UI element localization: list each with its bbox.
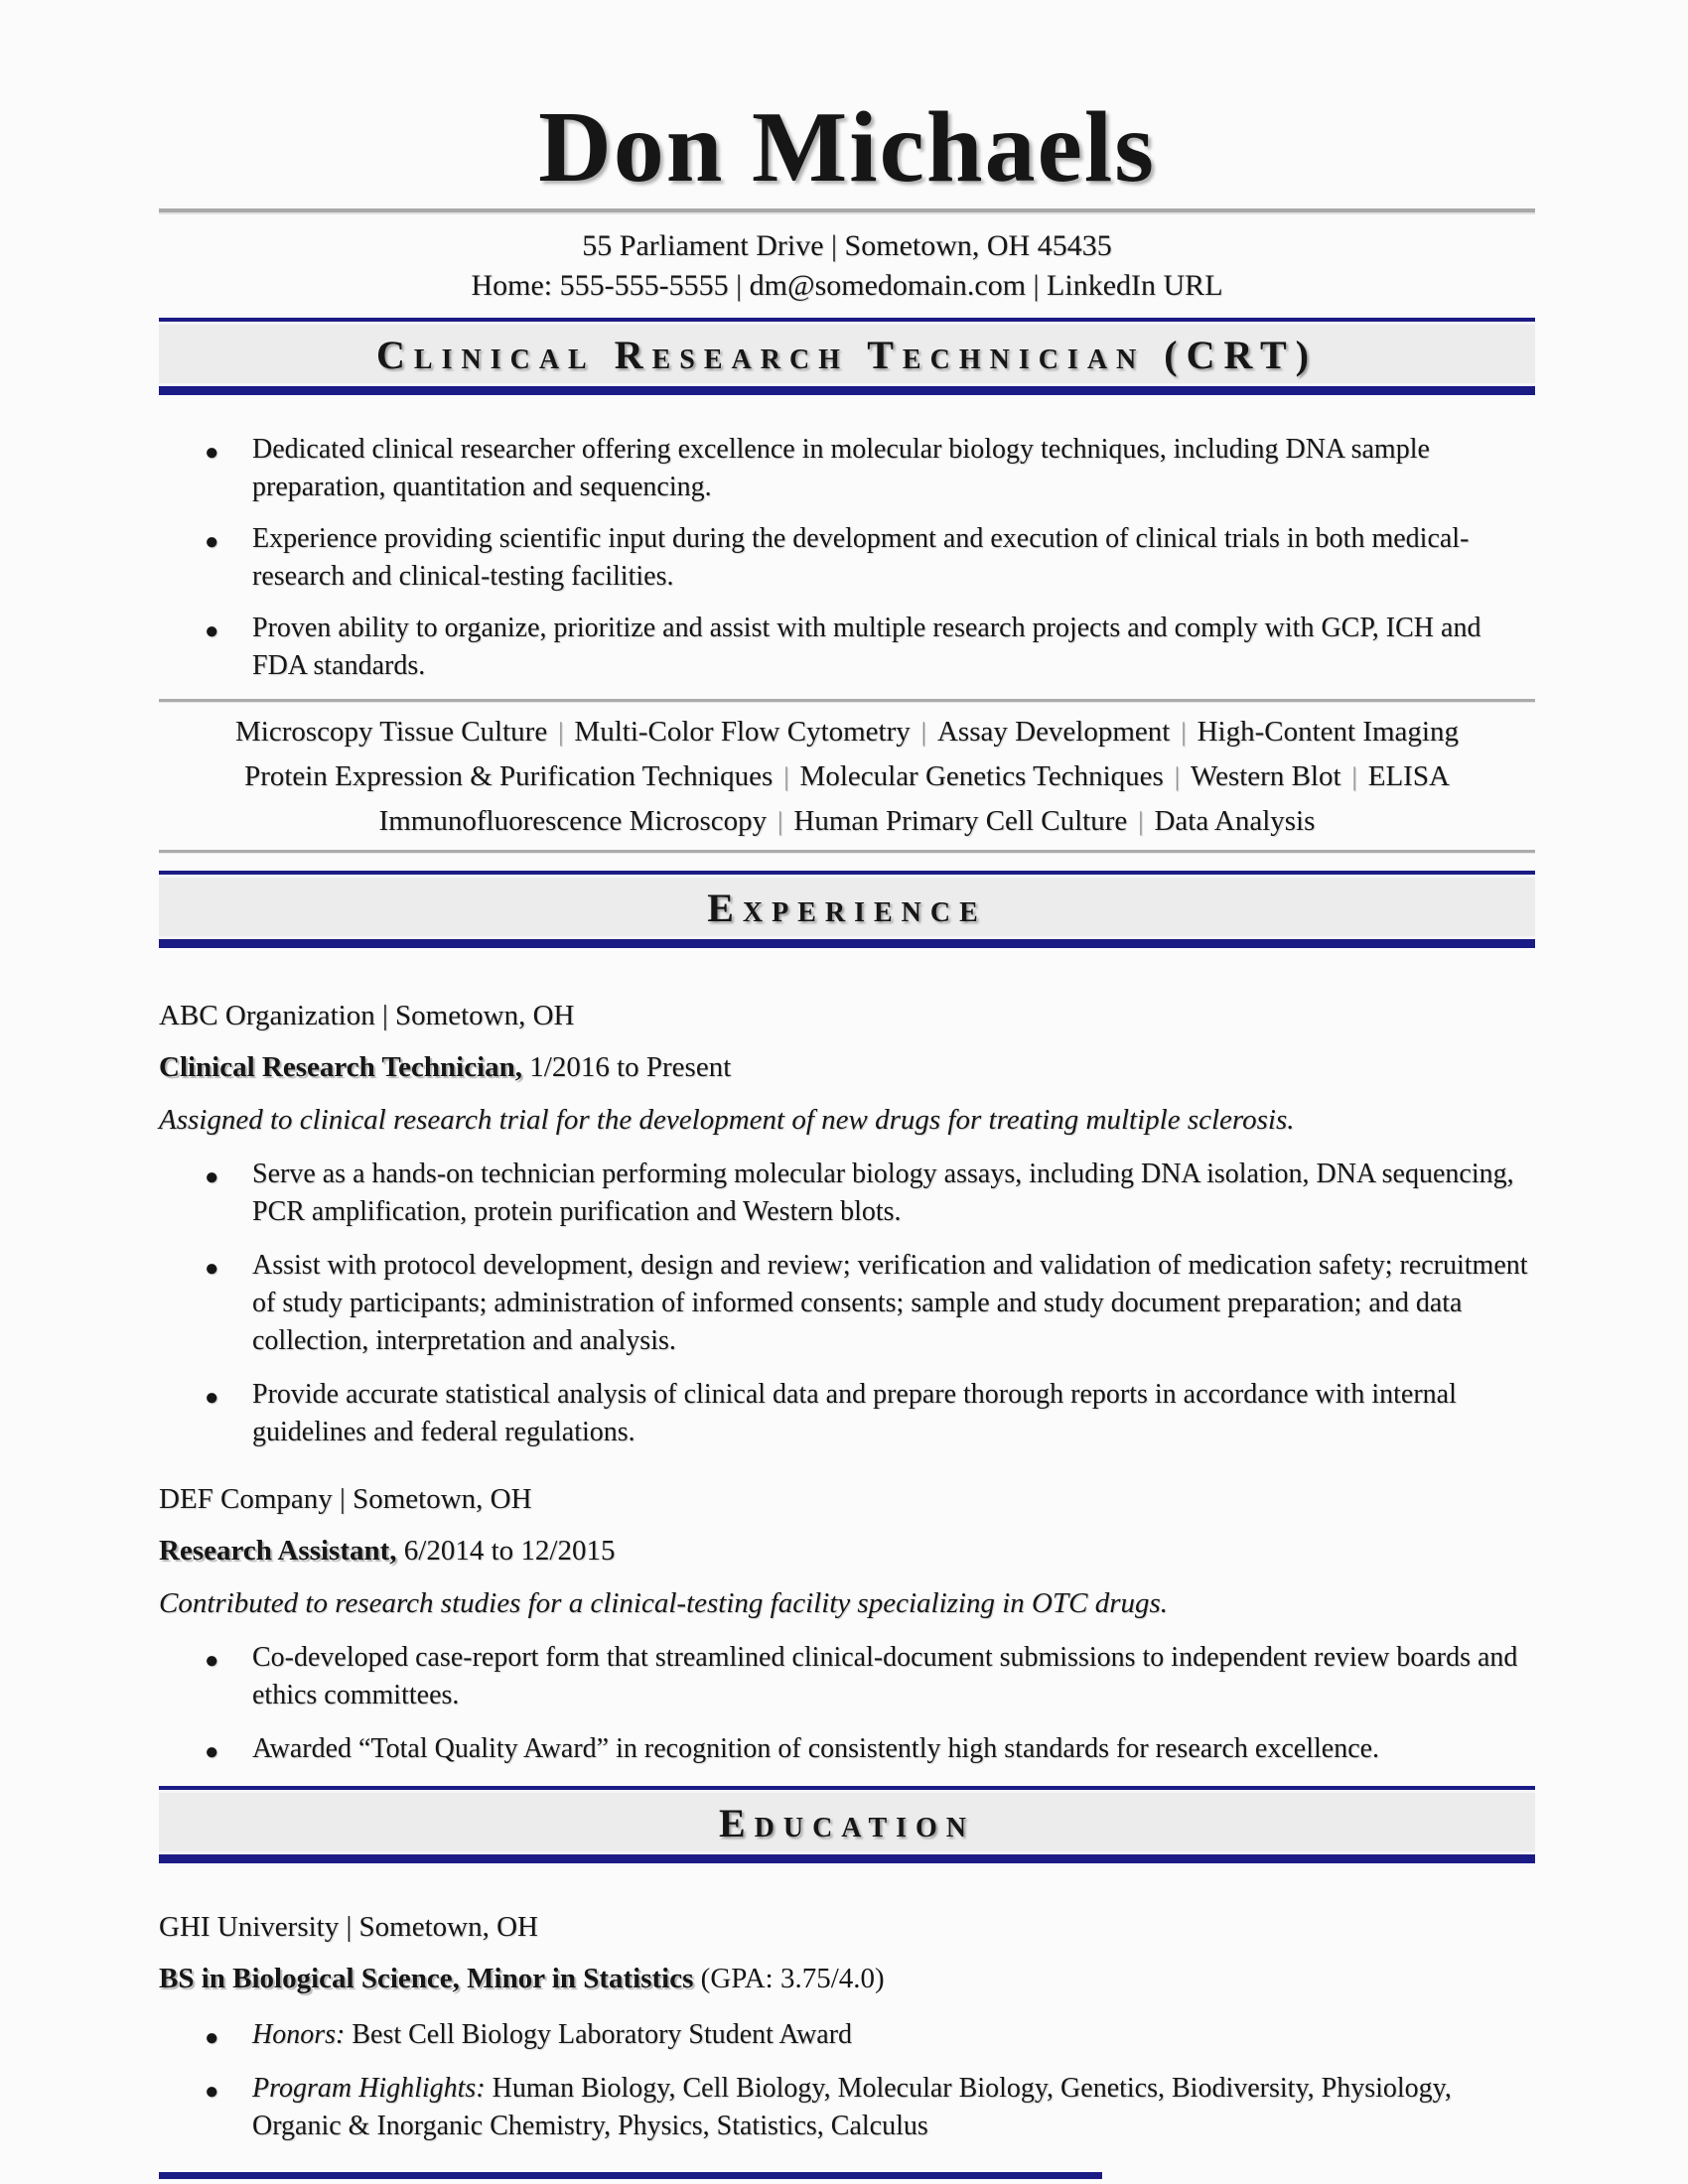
skills-row bbox=[159, 754, 1535, 799]
job-dates: 1/2016 to Present bbox=[529, 1051, 732, 1084]
job-title-line bbox=[159, 1047, 1535, 1087]
job-bullet: ● Serve as a hands-on technician performing molecular biology assays, including DNA isolation, DNA sequencing, PCR amplification, protein purification and Western blots. bbox=[159, 1156, 1535, 1231]
job-bullet: ● Assist with protocol development, design and review; verification and validation of medication safety; recruitment of study participants; administration of informed consents; sample and study document preparation; and data collection, interpretation and analysis. bbox=[159, 1247, 1535, 1360]
education-banner-label: Education bbox=[718, 1801, 976, 1846]
job-bullet: ● Provide accurate statistical analysis of clinical data and prepare thorough reports in accordance with internal guidelines and federal regulations. bbox=[159, 1376, 1535, 1451]
skills-separator: | bbox=[920, 718, 926, 748]
education-bullet-list bbox=[159, 2016, 1535, 2145]
skill-item: Western Blot bbox=[1191, 760, 1341, 793]
title-banner-label: Clinical Research Technician (CRT) bbox=[376, 333, 1318, 378]
skill-item: Multi-Color Flow Cytometry bbox=[574, 716, 911, 749]
job-bullet: ● Co-developed case-report form that streamlined clinical-document submissions to independent review boards and ethics committees. bbox=[159, 1639, 1535, 1714]
skill-item: Data Analysis bbox=[1154, 805, 1316, 838]
education-bullet bbox=[159, 2016, 1535, 2054]
job-title-line bbox=[159, 1531, 1535, 1570]
education-banner bbox=[159, 1786, 1535, 1863]
education-bullet-text: Best Cell Biology Laboratory Student Award bbox=[352, 2019, 853, 2051]
skills-row bbox=[159, 799, 1535, 844]
education-bullet-label: Program Highlights: bbox=[252, 2073, 486, 2105]
skills-separator: | bbox=[783, 762, 789, 792]
job-title: Clinical Research Technician, bbox=[159, 1051, 523, 1084]
job-bullet-list bbox=[159, 1639, 1535, 1768]
skill-item: Human Primary Cell Culture bbox=[793, 805, 1128, 838]
skill-item: Protein Expression & Purification Techniques bbox=[244, 760, 774, 793]
job-dates: 6/2014 to 12/2015 bbox=[403, 1535, 616, 1568]
resume-document bbox=[159, 0, 1535, 2161]
degree-line bbox=[159, 1959, 1535, 1998]
degree-title: BS in Biological Science, Minor in Statistics bbox=[159, 1963, 694, 1995]
summary-bullet: ● Proven ability to organize, prioritize and assist with multiple research projects and comply with GCP, ICH and FDA standards. bbox=[159, 610, 1535, 685]
company-location: DEF Company | Sometown, OH bbox=[159, 1483, 532, 1516]
skills-separator: | bbox=[777, 807, 783, 837]
job-block bbox=[159, 996, 1535, 1451]
education-block bbox=[159, 1907, 1535, 2145]
skill-item: High-Content Imaging bbox=[1196, 716, 1459, 749]
summary-bullet: ● Experience providing scientific input during the development and execution of clinical trials in both medical-research and clinical-testing facilities. bbox=[159, 520, 1535, 596]
skill-item: Immunofluorescence Microscopy bbox=[378, 805, 768, 838]
name-underline-rule bbox=[159, 208, 1535, 212]
education-bullet-text: Human Biology, Cell Biology, Molecular Biology, Genetics, Biodiversity, Physiology, Organic & Inorganic Chemistry, Physics, Statistics, Calculus bbox=[252, 2073, 1452, 2142]
skills-row bbox=[159, 710, 1535, 754]
degree-gpa: (GPA: 3.75/4.0) bbox=[700, 1963, 885, 1995]
school-location: GHI University | Sometown, OH bbox=[159, 1911, 538, 1944]
experience-banner bbox=[159, 871, 1535, 948]
skills-separator: | bbox=[558, 718, 564, 748]
job-block bbox=[159, 1479, 1535, 1768]
company-location: ABC Organization | Sometown, OH bbox=[159, 1000, 575, 1032]
summary-list bbox=[159, 431, 1535, 685]
job-title: Research Assistant, bbox=[159, 1535, 397, 1568]
contact-line: Home: 555-555-5555 | dm@somedomain.com | LinkedIn URL bbox=[471, 269, 1223, 303]
education-bullet bbox=[159, 2070, 1535, 2145]
skills-separator: | bbox=[1181, 718, 1187, 748]
skills-separator: | bbox=[1351, 762, 1357, 792]
skill-item: Assay Development bbox=[936, 716, 1171, 749]
job-summary: Contributed to research studies for a clinical-testing facility specializing in OTC drugs. bbox=[159, 1587, 1169, 1620]
skill-item: ELISA bbox=[1367, 760, 1450, 793]
skills-divider-bottom bbox=[159, 850, 1535, 853]
job-bullet-list bbox=[159, 1156, 1535, 1451]
experience-banner-label: Experience bbox=[707, 886, 987, 931]
skill-item: Microscopy Tissue Culture bbox=[235, 716, 548, 749]
candidate-name: Don Michaels bbox=[538, 91, 1156, 204]
skill-item: Molecular Genetics Techniques bbox=[799, 760, 1164, 793]
skills-separator: | bbox=[1138, 807, 1144, 837]
address-line: 55 Parliament Drive | Sometown, OH 45435 bbox=[582, 229, 1112, 263]
job-summary: Assigned to clinical research trial for the development of new drugs for treating multiple sclerosis. bbox=[159, 1104, 1295, 1137]
education-bullet-label: Honors: bbox=[252, 2019, 346, 2051]
skills-block bbox=[159, 702, 1535, 850]
skills-separator: | bbox=[1174, 762, 1181, 792]
bottom-page-cut-rule bbox=[159, 2172, 1102, 2179]
summary-bullet: ● Dedicated clinical researcher offering excellence in molecular biology techniques, including DNA sample preparation, quantitation and sequencing. bbox=[159, 431, 1535, 506]
job-bullet: ● Awarded “Total Quality Award” in recognition of consistently high standards for research excellence. bbox=[159, 1730, 1535, 1768]
title-banner bbox=[159, 318, 1535, 395]
